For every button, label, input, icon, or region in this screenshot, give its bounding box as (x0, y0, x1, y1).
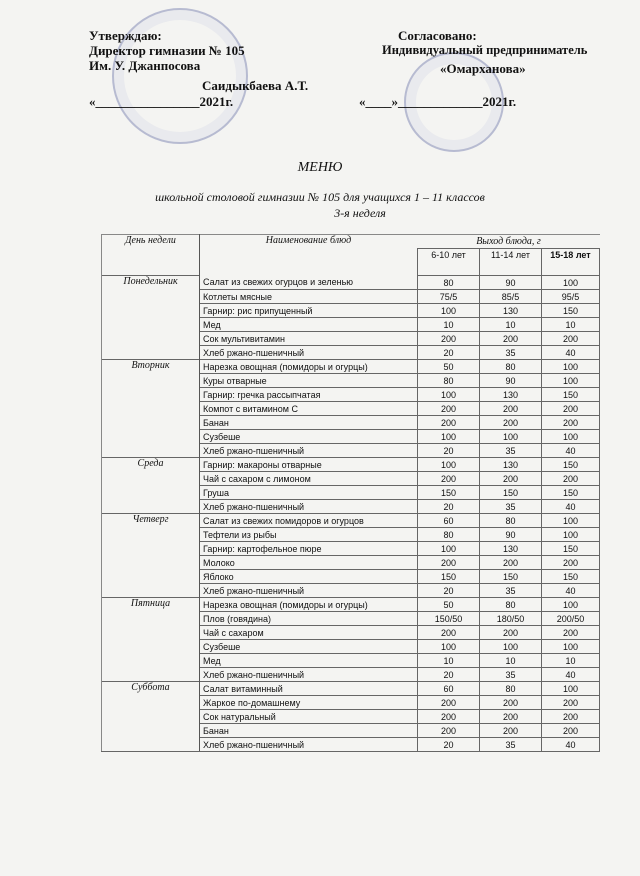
dish-name: Молоко (200, 556, 418, 570)
yield-value: 10 (418, 654, 480, 668)
yield-value: 150 (418, 486, 480, 500)
yield-value: 180/50 (480, 612, 542, 626)
yield-value: 100 (480, 640, 542, 654)
yield-value: 100 (542, 276, 600, 290)
dish-name: Груша (200, 486, 418, 500)
yield-value: 40 (542, 500, 600, 514)
yield-value: 130 (480, 542, 542, 556)
dish-name: Банан (200, 724, 418, 738)
agree-date: «____»_____________2021г. (359, 94, 517, 109)
age-group-header: 11-14 лет (480, 249, 542, 276)
yield-value: 150 (542, 570, 600, 584)
yield-value: 200 (480, 472, 542, 486)
yield-value: 200 (542, 556, 600, 570)
dish-name: Салат витаминный (200, 682, 418, 696)
agree-org: «Омарханова» (440, 61, 526, 76)
yield-value: 200/50 (542, 612, 600, 626)
dish-name: Гарнир: рис припущенный (200, 304, 418, 318)
yield-value: 100 (418, 304, 480, 318)
yield-value: 85/5 (480, 290, 542, 304)
yield-value: 100 (542, 528, 600, 542)
yield-value: 10 (418, 318, 480, 332)
menu-subtitle: школьной столовой гимназии № 105 для учащихся 1 – 11 классов (155, 190, 485, 204)
yield-value: 150 (542, 542, 600, 556)
dish-name: Хлеб ржано-пшеничный (200, 584, 418, 598)
day-cell: Вторник (102, 360, 200, 458)
yield-value: 200 (542, 402, 600, 416)
yield-value: 200 (480, 710, 542, 724)
dish-name: Банан (200, 416, 418, 430)
dish-name: Сок мультивитамин (200, 332, 418, 346)
yield-value: 10 (542, 318, 600, 332)
dish-name: Плов (говядина) (200, 612, 418, 626)
approve-signer: Саидыкбаева А.Т. (202, 78, 309, 93)
yield-value: 100 (542, 682, 600, 696)
yield-value: 100 (418, 542, 480, 556)
yield-value: 150 (480, 486, 542, 500)
yield-value: 100 (418, 388, 480, 402)
yield-value: 150 (542, 458, 600, 472)
dish-name: Мед (200, 654, 418, 668)
yield-value: 200 (418, 472, 480, 486)
yield-value: 150 (480, 570, 542, 584)
yield-value: 200 (480, 696, 542, 710)
yield-value: 20 (418, 668, 480, 682)
yield-value: 200 (418, 402, 480, 416)
day-cell: Суббота (102, 682, 200, 752)
age-group-header: 6-10 лет (418, 249, 480, 276)
yield-value: 80 (480, 514, 542, 528)
yield-value: 200 (542, 472, 600, 486)
yield-value: 35 (480, 346, 542, 360)
yield-value: 100 (542, 640, 600, 654)
yield-value: 20 (418, 346, 480, 360)
yield-value: 50 (418, 360, 480, 374)
yield-value: 60 (418, 682, 480, 696)
dish-name: Чай с сахаром (200, 626, 418, 640)
yield-value: 150 (542, 304, 600, 318)
dish-name: Салат из свежих помидоров и огурцов (200, 514, 418, 528)
col-dish-header: Наименование блюд (200, 235, 418, 276)
yield-value: 200 (418, 416, 480, 430)
approve-date: «________________2021г. (89, 94, 234, 109)
menu-table (101, 234, 600, 752)
yield-value: 100 (542, 430, 600, 444)
yield-value: 50 (418, 598, 480, 612)
yield-value: 10 (542, 654, 600, 668)
day-cell: Пятница (102, 598, 200, 682)
yield-value: 80 (418, 276, 480, 290)
yield-value: 100 (418, 430, 480, 444)
dish-name: Хлеб ржано-пшеничный (200, 668, 418, 682)
yield-value: 200 (542, 626, 600, 640)
yield-value: 200 (542, 710, 600, 724)
col-day-header: День недели (102, 235, 200, 276)
dish-name: Яблоко (200, 570, 418, 584)
yield-value: 10 (480, 318, 542, 332)
yield-value: 100 (542, 360, 600, 374)
yield-value: 200 (480, 416, 542, 430)
yield-value: 20 (418, 738, 480, 752)
yield-value: 100 (542, 598, 600, 612)
yield-value: 75/5 (418, 290, 480, 304)
yield-value: 200 (480, 402, 542, 416)
yield-value: 40 (542, 738, 600, 752)
day-cell: Четверг (102, 514, 200, 598)
agree-title: Согласовано: (398, 28, 477, 43)
yield-value: 80 (418, 374, 480, 388)
table-row (102, 276, 600, 290)
yield-value: 200 (542, 724, 600, 738)
yield-value: 95/5 (542, 290, 600, 304)
yield-value: 150 (418, 570, 480, 584)
dish-name: Салат из свежих огурцов и зеленью (200, 276, 418, 290)
table-row (102, 360, 600, 374)
dish-name: Гарнир: гречка рассыпчатая (200, 388, 418, 402)
yield-value: 130 (480, 304, 542, 318)
yield-value: 200 (480, 724, 542, 738)
yield-value: 90 (480, 276, 542, 290)
dish-name: Чай с сахаром с лимоном (200, 472, 418, 486)
yield-value: 40 (542, 346, 600, 360)
yield-value: 200 (480, 332, 542, 346)
yield-value: 130 (480, 388, 542, 402)
yield-value: 100 (418, 458, 480, 472)
day-cell: Понедельник (102, 276, 200, 360)
table-row (102, 514, 600, 528)
dish-name: Хлеб ржано-пшеничный (200, 738, 418, 752)
dish-name: Тефтели из рыбы (200, 528, 418, 542)
dish-name: Нарезка овощная (помидоры и огурцы) (200, 598, 418, 612)
table-row (102, 598, 600, 612)
dish-name: Жаркое по-домашнему (200, 696, 418, 710)
yield-value: 20 (418, 584, 480, 598)
yield-value: 100 (542, 514, 600, 528)
menu-week: 3-я неделя (334, 206, 386, 220)
yield-value: 200 (542, 332, 600, 346)
yield-value: 150 (542, 486, 600, 500)
yield-value: 35 (480, 444, 542, 458)
agree-position: Индивидуальный предприниматель (382, 43, 588, 57)
menu-title: МЕНЮ (297, 160, 343, 175)
day-cell: Среда (102, 458, 200, 514)
yield-value: 130 (480, 458, 542, 472)
dish-name: Гарнир: макароны отварные (200, 458, 418, 472)
dish-name: Нарезка овощная (помидоры и огурцы) (200, 360, 418, 374)
yield-value: 80 (480, 682, 542, 696)
yield-value: 35 (480, 584, 542, 598)
dish-name: Компот с витамином С (200, 402, 418, 416)
approve-title: Утверждаю: (89, 28, 162, 43)
yield-value: 80 (418, 528, 480, 542)
dish-name: Куры отварные (200, 374, 418, 388)
yield-value: 10 (480, 654, 542, 668)
yield-value: 35 (480, 500, 542, 514)
yield-value: 100 (542, 374, 600, 388)
yield-value: 40 (542, 668, 600, 682)
yield-value: 200 (418, 724, 480, 738)
dish-name: Сузбеше (200, 430, 418, 444)
yield-value: 200 (542, 416, 600, 430)
yield-value: 80 (480, 360, 542, 374)
yield-value: 200 (418, 626, 480, 640)
yield-value: 60 (418, 514, 480, 528)
dish-name: Сок натуральный (200, 710, 418, 724)
yield-value: 20 (418, 500, 480, 514)
yield-value: 200 (480, 556, 542, 570)
col-yield-header: Выход блюда, г (418, 235, 600, 249)
yield-value: 150/50 (418, 612, 480, 626)
yield-value: 90 (480, 374, 542, 388)
yield-value: 40 (542, 584, 600, 598)
yield-value: 200 (418, 710, 480, 724)
yield-value: 200 (418, 696, 480, 710)
yield-value: 80 (480, 598, 542, 612)
dish-name: Хлеб ржано-пшеничный (200, 500, 418, 514)
yield-value: 40 (542, 444, 600, 458)
yield-value: 200 (480, 626, 542, 640)
dish-name: Мед (200, 318, 418, 332)
dish-name: Котлеты мясные (200, 290, 418, 304)
yield-value: 100 (480, 430, 542, 444)
dish-name: Сузбеше (200, 640, 418, 654)
approve-name: Им. У. Джанпосова (89, 58, 201, 73)
table-row (102, 458, 600, 472)
yield-value: 150 (542, 388, 600, 402)
yield-value: 200 (418, 556, 480, 570)
table-row (102, 682, 600, 696)
yield-value: 20 (418, 444, 480, 458)
dish-name: Гарнир: картофельное пюре (200, 542, 418, 556)
yield-value: 35 (480, 668, 542, 682)
yield-value: 100 (418, 640, 480, 654)
dish-name: Хлеб ржано-пшеничный (200, 444, 418, 458)
yield-value: 200 (418, 332, 480, 346)
yield-value: 200 (542, 696, 600, 710)
age-group-header: 15-18 лет (542, 249, 600, 276)
yield-value: 90 (480, 528, 542, 542)
approve-position: Директор гимназии № 105 (89, 43, 245, 58)
dish-name: Хлеб ржано-пшеничный (200, 346, 418, 360)
yield-value: 35 (480, 738, 542, 752)
